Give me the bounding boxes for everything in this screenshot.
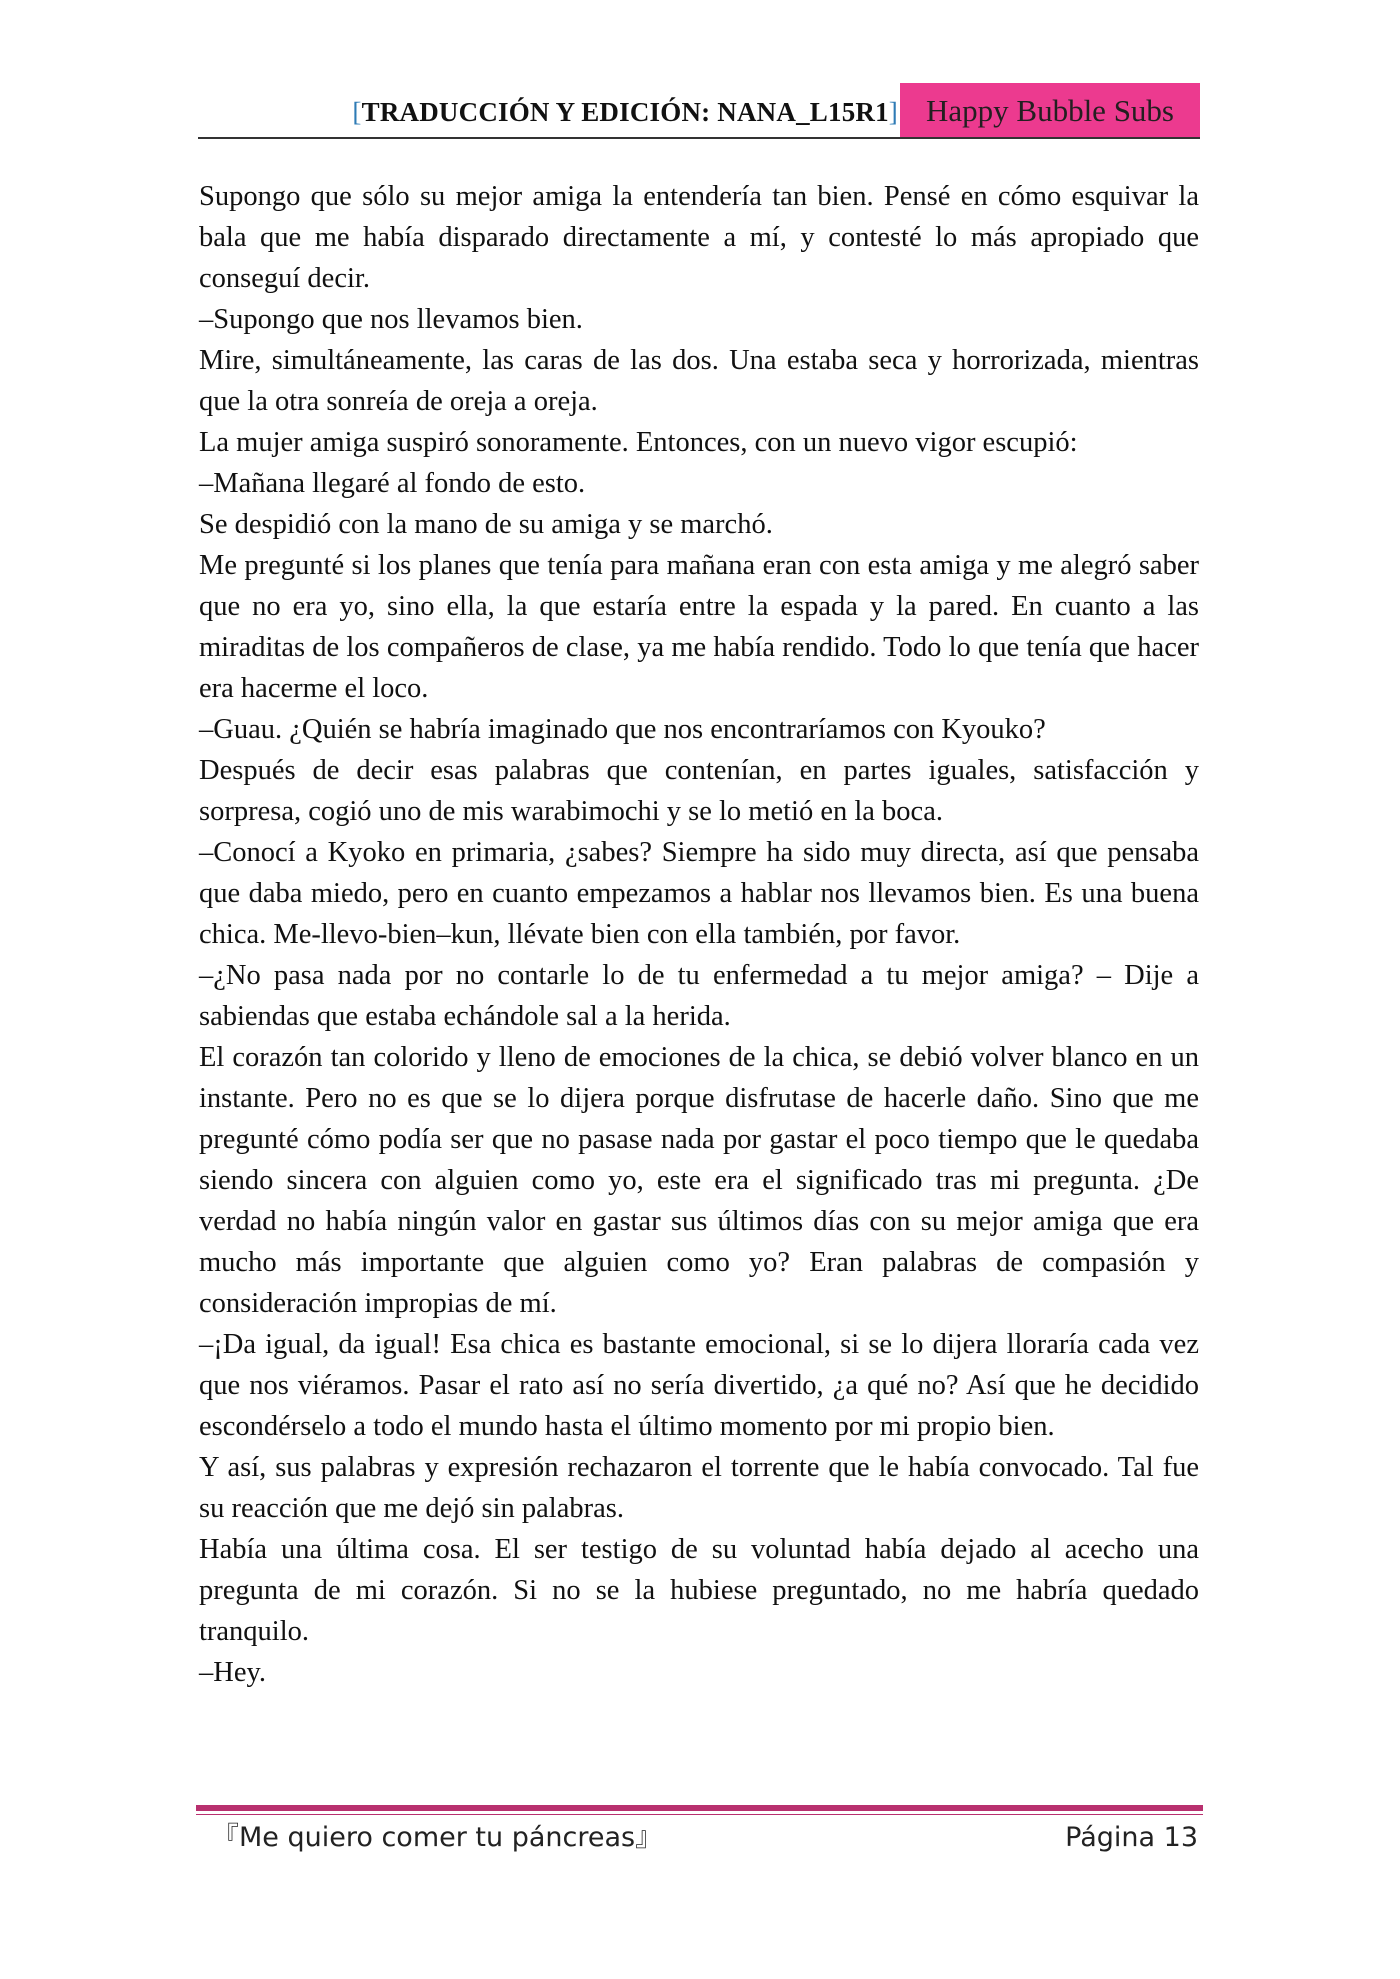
- page-body: [199, 176, 1199, 1693]
- paragraph: Me pregunté si los planes que tenía para mañana eran con esta amiga y me alegró saber que no era yo, sino ella, la que estaría entre la espada y la pared. En cuanto a las miraditas de los compañeros de clase, ya me había rendido. Todo lo que tenía que hacer era hacerme el loco.: [199, 550, 1199, 704]
- paragraph: –Hey.: [199, 1657, 267, 1688]
- paragraph: –¿No pasa nada por no contarle lo de tu enfermedad a tu mejor amiga? – Dije a sabiendas que estaba echándole sal a la herida.: [199, 960, 1199, 1032]
- book-title: 『Me quiero comer tu páncreas』: [212, 1822, 663, 1853]
- credit-bracket-close: ]: [888, 97, 898, 127]
- paragraph: Después de decir esas palabras que contenían, en partes iguales, satisfacción y sorpresa, cogió uno de mis warabimochi y se lo metió en la boca.: [199, 755, 1199, 827]
- paragraph: –¡Da igual, da igual! Esa chica es bastante emocional, si se lo dijera lloraría cada vez que nos viéramos. Pasar el rato así no sería divertido, ¿a qué no? Así que he decidido escondérselo a todo el mundo hasta el último momento por mi propio bien.: [199, 1329, 1199, 1442]
- paragraph: Supongo que sólo su mejor amiga la entendería tan bien. Pensé en cómo esquivar la bala que me había disparado directamente a mí, y contesté lo más apropiado que conseguí decir.: [199, 181, 1199, 294]
- paragraph: Se despidió con la mano de su amiga y se marchó.: [199, 509, 773, 540]
- paragraph: Mire, simultáneamente, las caras de las dos. Una estaba seca y horrorizada, mientras que la otra sonreía de oreja a oreja.: [199, 345, 1199, 417]
- paragraph: Y así, sus palabras y expresión rechazaron el torrente que le había convocado. Tal fue su reacción que me dejó sin palabras.: [199, 1452, 1199, 1524]
- paragraph: La mujer amiga suspiró sonoramente. Entonces, con un nuevo vigor escupió:: [199, 427, 1078, 458]
- paragraph: –Conocí a Kyoko en primaria, ¿sabes? Siempre ha sido muy directa, así que pensaba que daba miedo, pero en cuanto empezamos a hablar nos llevamos bien. Es una buena chica. Me-llevo-bien–kun, llévate bien con ella también, por favor.: [199, 837, 1199, 950]
- footer-rule-thin: [196, 1814, 1203, 1815]
- paragraph: –Guau. ¿Quién se habría imaginado que nos encontraríamos con Kyouko?: [199, 714, 1046, 745]
- translation-credit: [352, 97, 898, 128]
- paragraph: El corazón tan colorido y lleno de emociones de la chica, se debió volver blanco en un instante. Pero no es que se lo dijera porque disfrutase de hacerle daño. Sino que me pregunté cómo podía ser que no pasase nada por gastar el poco tiempo que le quedaba siendo sincera con alguien como yo, este era el significado tras mi pregunta. ¿De verdad no había ningún valor en gastar sus últimos días con su mejor amiga que era mucho más importante que alguien como yo? Eran palabras de compasión y consideración impropias de mí.: [199, 1042, 1199, 1319]
- credit-bracket-open: [: [352, 97, 362, 127]
- page-number: Página 13: [1065, 1822, 1198, 1853]
- brand-badge: Happy Bubble Subs: [900, 83, 1200, 137]
- paragraph: –Supongo que nos llevamos bien.: [199, 304, 583, 335]
- paragraph: –Mañana llegaré al fondo de esto.: [199, 468, 586, 499]
- paragraph: Había una última cosa. El ser testigo de su voluntad había dejado al acecho una pregunta de mi corazón. Si no se la hubiese preguntado, no me habría quedado tranquilo.: [199, 1534, 1199, 1647]
- page-header: [198, 83, 1200, 139]
- credit-text: TRADUCCIÓN Y EDICIÓN: NANA_L15R1: [361, 97, 889, 127]
- footer-rule: [196, 1805, 1203, 1811]
